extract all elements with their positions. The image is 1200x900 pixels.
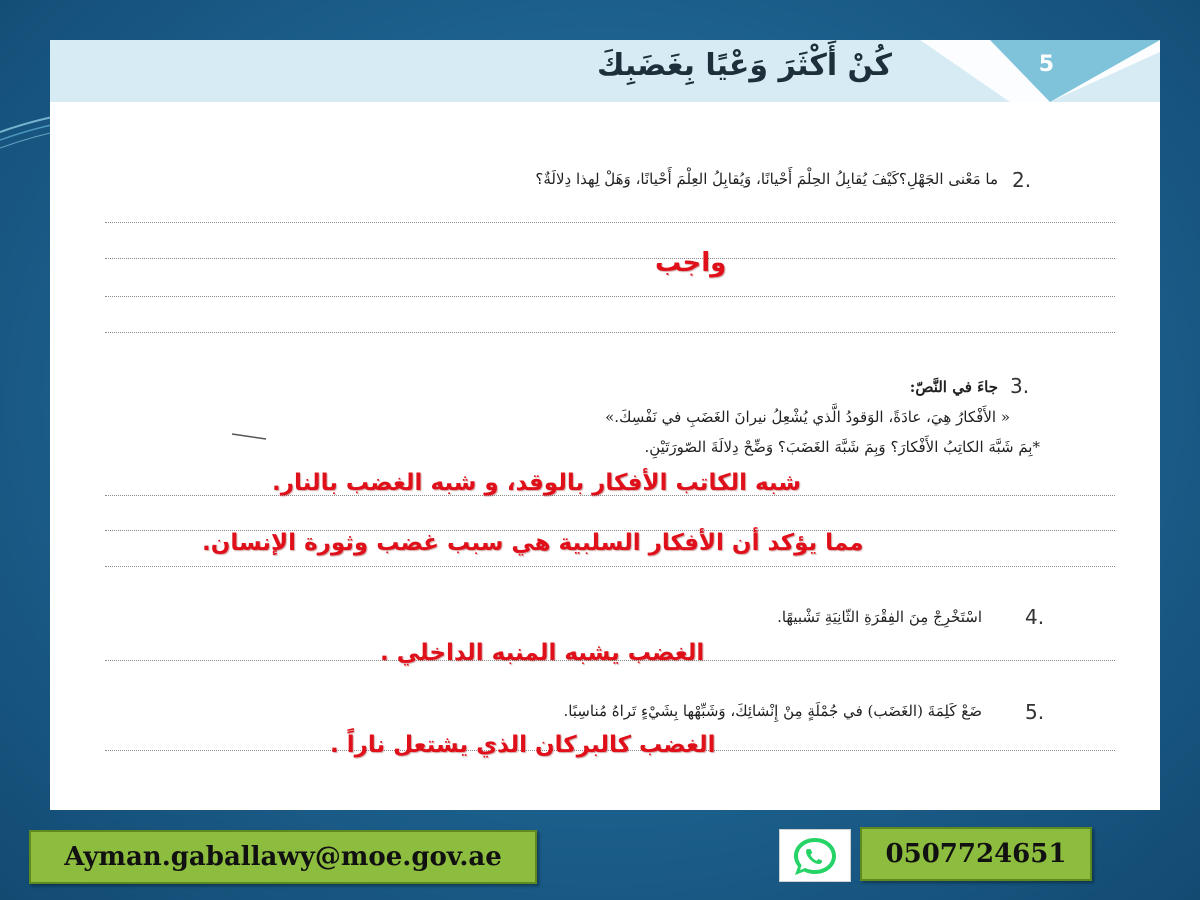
question-2-answer: واجب	[655, 248, 727, 278]
question-3-intro: جاءَ في النَّصّ:	[909, 378, 998, 396]
question-3-answer-line-1: شبه الكاتب الأفكار بالوقد، و شبه الغضب بالنار.	[272, 470, 801, 496]
question-4-text: اسْتَخْرِجْ مِنَ الفِقْرَةِ الثّانِيَةِ تَشْبيهًا.	[777, 608, 982, 626]
whatsapp-icon	[779, 829, 851, 882]
email-box[interactable]: Ayman.gaballawy@moe.gov.ae	[29, 830, 537, 884]
lesson-number: 5	[1038, 52, 1054, 77]
answer-line	[105, 566, 1115, 567]
question-4-number: 4.	[1025, 605, 1045, 629]
answer-line	[105, 296, 1115, 297]
worksheet-page	[50, 40, 1160, 810]
question-3-answer-line-2: مما يؤكد أن الأفكار السلبية هي سبب غضب وثورة الإنسان.	[202, 530, 864, 556]
question-2-text: ما مَعْنى الجَهْلِ؟كَيْفَ يُقابِلُ الحِلْمَ أَحْيانًا، وَيُقابِلُ العِلْمَ أَحْيانًا، وَهَلْ لِهذا دِلالَةٌ؟	[535, 170, 998, 188]
question-3-number: 3.	[1010, 374, 1030, 398]
question-4-answer: الغضب يشبه المنبه الداخلي .	[380, 640, 705, 666]
phone-box[interactable]: 0507724651	[860, 827, 1092, 881]
answer-line	[105, 222, 1115, 223]
question-3-quote: « الأَفْكارُ هِيَ، عادَةً، الوَقودُ الَّذي يُشْعِلُ نيرانَ الغَضَبِ في نَفْسِكَ.»	[605, 408, 1010, 426]
question-2-number: 2.	[1012, 168, 1032, 192]
question-5-answer: الغضب كالبركان الذي يشتعل ناراً .	[330, 732, 716, 758]
answer-line	[105, 332, 1115, 333]
question-3-text: *بِمَ شَبَّهَ الكاتِبُ الأَفْكارَ؟ وَبِمَ شَبَّهَ الغَضَبَ؟ وَضِّحْ دِلالَةَ الصّورَتَيْنِ.	[644, 438, 1040, 456]
page-title: كُنْ أَكْثَرَ وَعْيًا بِغَضَبِكَ	[596, 48, 892, 83]
pen-mark	[230, 430, 270, 442]
question-5-number: 5.	[1025, 700, 1045, 724]
question-5-text: ضَعْ كَلِمَةَ (الغَضَب) في جُمْلَةٍ مِنْ إِنْشائِكَ، وَشَبِّهْها بِشَيْءٍ تَراهُ مُناسِبًا.	[563, 702, 982, 720]
answer-line	[105, 258, 1115, 259]
